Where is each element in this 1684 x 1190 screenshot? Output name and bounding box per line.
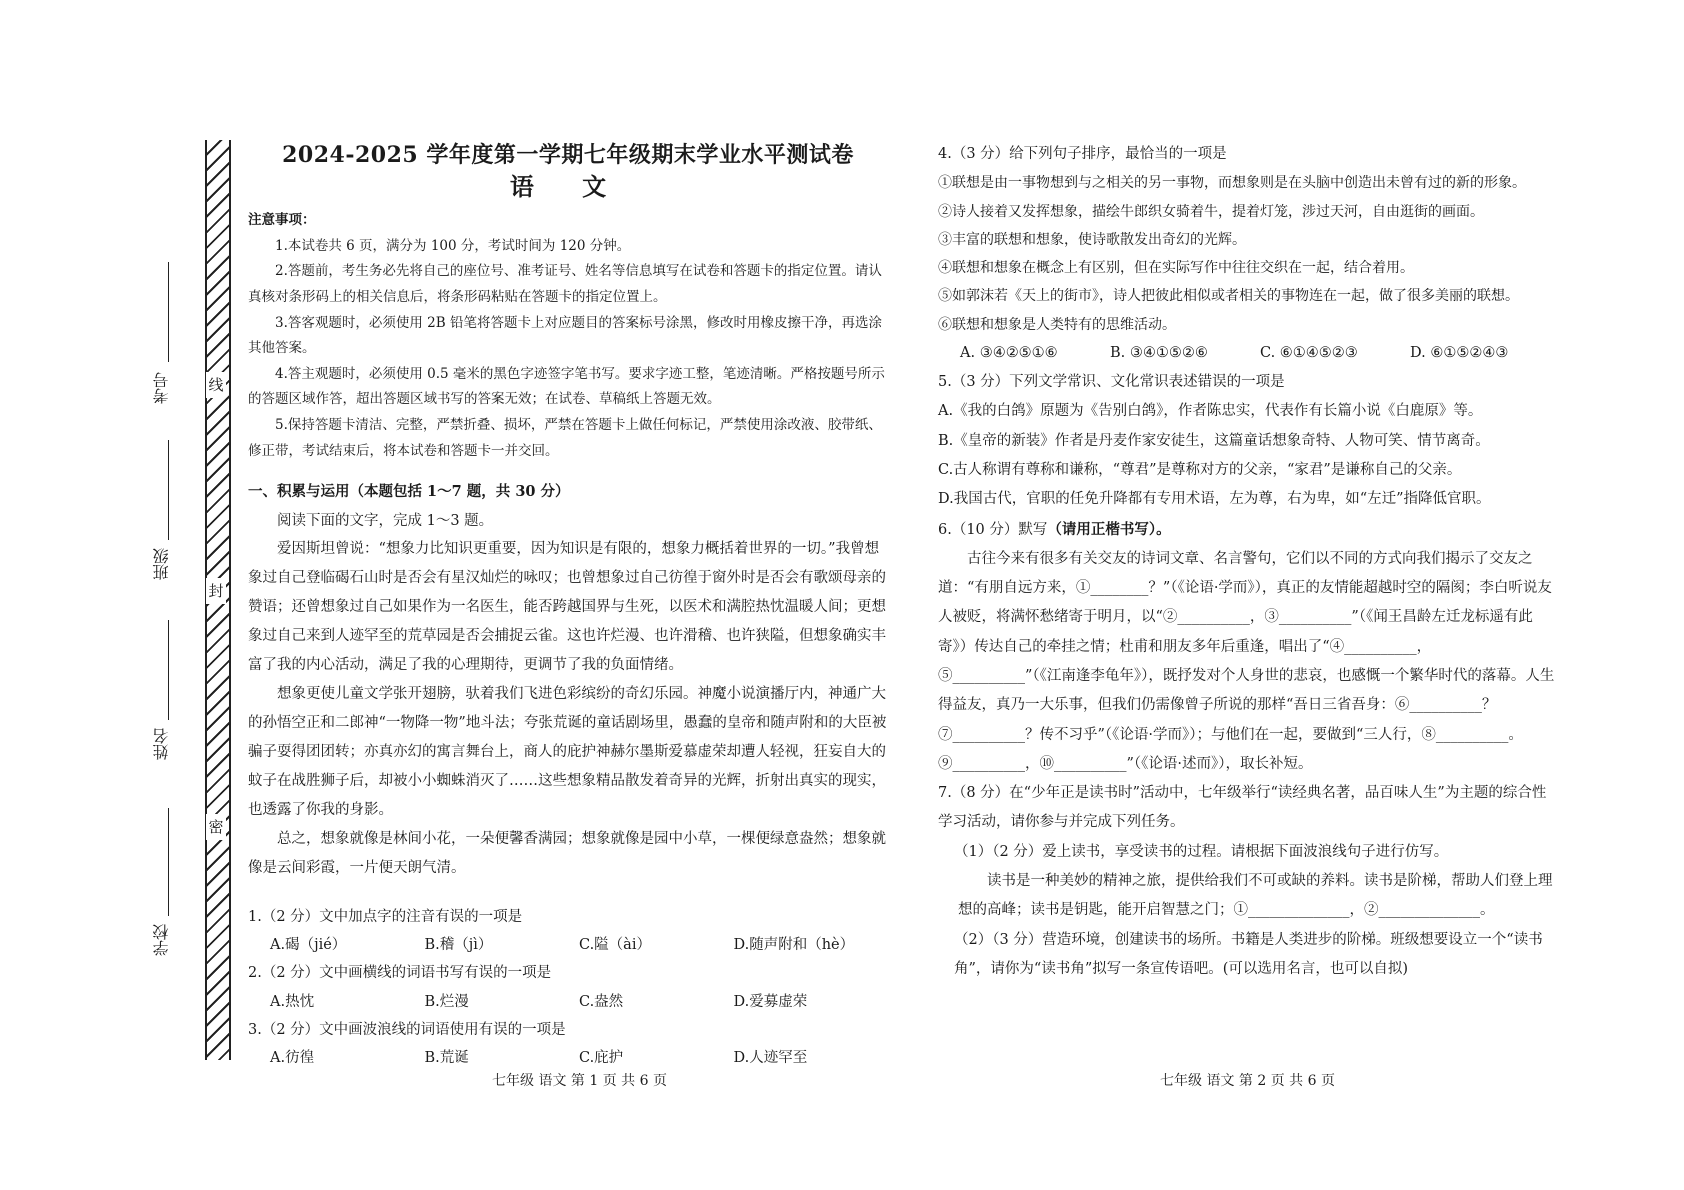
option[interactable]: D.爱募虚荣 (733, 993, 808, 1010)
option[interactable]: B.烂漫 (424, 993, 469, 1010)
question-6-stem (938, 515, 1560, 545)
passage-paragraph: 总之，想象就像是林间小花，一朵便馨香满园；想象就像是园中小草，一棵便绿意盎然；想象就像是云间彩霞，一片便天朗气清。 (248, 830, 886, 876)
option[interactable]: D. ⑥①⑤②④③ (1410, 344, 1509, 361)
notice-heading: 注意事项： (248, 212, 316, 228)
section-title: 一、积累与运用（本题包括 1～7 题，共 30 分） (248, 483, 570, 501)
subject-title: 语 文 (509, 172, 627, 201)
left-page-footer: 七年级 语文 第 1 页 共 6 页 (492, 1073, 667, 1089)
q6-text[interactable]: 古往今来有很多有关交友的诗词文章、名言警句，它们以不同的方式向我们揭示了交友之道：“有朋自远方来，①________？”（《论语·学而》），真正的友情能超越时空的隔阂；李白听说友人被贬，将满怀愁绪寄于明月，以“②__________，③__________”（《闻王昌龄左迁龙标遥有此寄》）传达自己的牵挂之情；杜甫和朋友多年后重逢，唱出了“④__________， (938, 550, 1552, 655)
field-name[interactable] (168, 620, 169, 720)
q7-sub2-stem: （2）（3 分）营造环境，创建读书的场所。书籍是人类进步的阶梯。班级想要设立一个“读书角”，请你为“读书角”拟写一条宣传语吧。(可以选用名言，也可以自拟) (954, 931, 1543, 977)
q4-sentence: ③丰富的联想和想象，使诗歌散发出奇幻的光辉。 (938, 231, 1246, 248)
label-class: 班级 (152, 548, 171, 580)
option[interactable]: A.《我的白鸽》原题为《告别白鸽》，作者陈忠实，代表作有长篇小说《白鹿原》等。 (938, 403, 1483, 420)
option[interactable]: C.盎然 (579, 993, 624, 1010)
option[interactable]: A.热忱 (270, 993, 315, 1010)
option[interactable]: A.彷徨 (270, 1050, 315, 1067)
option[interactable]: C.古人称谓有尊称和谦称，“尊君”是尊称对方的父亲，“家君”是谦称自己的父亲。 (938, 462, 1462, 478)
question-1-options (248, 931, 888, 959)
seal-mi: 密 (206, 814, 226, 840)
option[interactable]: B.《皇帝的新装》作者是丹麦作家安徒生，这篇童话想象奇特、人物可笑、情节离奇。 (938, 432, 1490, 449)
label-school: 学校 (152, 924, 171, 956)
passage-paragraph: 想象更使儿童文学张开翅膀，驮着我们飞进色彩缤纷的奇幻乐园。神魔小说演播厅内，神通广大的孙悟空正和二郎神“一物降一物”地斗法；夸张荒诞的童话剧场里，愚蠢的皇帝和随声附和的大臣被骗子耍得团团转；亦真亦幻的寓言舞台上，商人的庇护神赫尔墨斯爱慕虚荣却遭人轻视，狂妄自大的蚊子在战胜狮子后，却被小小蜘蛛消灭了……这些想象精品散发着奇异的光辉，折射出真实的现实，也透露了你我的身影。 (248, 685, 887, 818)
question-3-stem: 3.（2 分）文中画波浪线的词语使用有误的一项是 (248, 1022, 566, 1038)
field-class[interactable] (168, 440, 169, 540)
notice-item: 1.本试卷共 6 页，满分为 100 分，考试时间为 120 分钟。 (275, 237, 631, 254)
option[interactable]: B.荒诞 (424, 1050, 469, 1067)
question-2-options (248, 988, 888, 1016)
option[interactable]: D.随声附和（hè） (733, 937, 855, 954)
right-page-footer: 七年级 语文 第 2 页 共 6 页 (1160, 1073, 1335, 1089)
question-7-stem: 7.（8 分）在“少年正是读书时”活动中，七年级举行“读经典名著，品百味人生”为主题的综合性学习活动，请你参与并完成下列任务。 (938, 785, 1547, 831)
q7-sub1-text[interactable]: 读书是一种美妙的精神之旅，提供给我们不可或缺的养料。读书是阶梯，帮助人们登上理想的高峰；读书是钥匙，能开启智慧之门；①______________，②______________。 (958, 872, 1553, 919)
reading-intro: 阅读下面的文字，完成 1～3 题。 (277, 512, 494, 529)
q6-stem-text: 6.（10 分）默写 (938, 521, 1048, 538)
q4-sentence: ①联想是由一事物想到与之相关的另一事物，而想象则是在头脑中创造出未曾有过的新的形象。 (938, 175, 1526, 192)
seal-xian: 线 (206, 372, 226, 398)
option[interactable]: B.稽（jì） (424, 937, 493, 954)
q7-sub1-stem: （1）（2 分）爱上读书，享受读书的过程。请根据下面波浪线句子进行仿写。 (954, 843, 1449, 860)
label-name: 姓名 (152, 728, 171, 760)
option[interactable]: B. ③④①⑤②⑥ (1110, 344, 1208, 361)
q6-text[interactable]: ⑤__________”（《江南逢李龟年》），既抒发对个人身世的悲哀，也感慨一个繁华时代的落幕。人生得益友，真乃一大乐事，但我们仍需像曾子所说的那样“吾日三省吾身：⑥__________？⑦__________？传不习乎”（《论语·学而》）；与他们在一起，要做到“三人行，⑧__________。⑨__________，⑩__________”（《论语·述而》），取长补短。 (938, 667, 1555, 772)
field-school[interactable] (168, 808, 169, 916)
q4-sentence: ⑥联想和想象是人类特有的思维活动。 (938, 316, 1176, 333)
notice-item: 2.答题前，考生务必先将自己的座位号、准考证号、姓名等信息填写在试卷和答题卡的指定位置。请认真核对条形码上的相关信息后，将条形码粘贴在答题卡的指定位置上。 (248, 263, 882, 305)
option[interactable]: A. ③④②⑤①⑥ (960, 344, 1058, 361)
notice-item: 4.答主观题时，必须使用 0.5 毫米的黑色字迹签字笔书写。要求字迹工整，笔迹清晰。严格按题号所示的答题区域作答，超出答题区域书写的答案无效；在试卷、草稿纸上答题无效。 (248, 365, 885, 408)
option[interactable]: D.我国古代，官职的任免升降都有专用术语，左为尊，右为卑，如“左迁”指降低官职。 (938, 491, 1491, 508)
question-1-stem: 1.（2 分）文中加点字的注音有误的一项是 (248, 908, 523, 925)
field-exam-number[interactable] (168, 262, 169, 362)
left-page (248, 140, 888, 1073)
question-2-stem: 2.（2 分）文中画横线的词语书写有误的一项是 (248, 965, 552, 982)
notice-item: 5.保持答题卡清洁、完整，严禁折叠、损坏，严禁在答题卡上做任何标记，严禁使用涂改液、胶带纸、修正带，考试结束后，将本试卷和答题卡一并交回。 (248, 417, 882, 459)
q4-sentence: ④联想和想象在概念上有区别，但在实际写作中往往交织在一起，结合着用。 (938, 260, 1414, 277)
seal-feng: 封 (206, 578, 226, 604)
notice-item: 3.答客观题时，必须使用 2B 铅笔将答题卡上对应题目的答案标号涂黑，修改时用橡皮擦干净，再选涂其他答案。 (248, 314, 882, 357)
question-4-stem: 4.（3 分）给下列句子排序，最恰当的一项是 (938, 146, 1227, 162)
question-3-options (248, 1044, 888, 1072)
question-4-options (938, 339, 1560, 368)
q4-sentence: ⑤如郭沫若《天上的街市》，诗人把彼此相似或者相关的事物连在一起，做了很多美丽的联想。 (938, 288, 1519, 305)
option[interactable]: D.人迹罕至 (733, 1050, 808, 1067)
option[interactable]: C.庇护 (579, 1050, 624, 1067)
q6-stem-note: （请用正楷书写）。 (1047, 520, 1171, 538)
q4-sentence: ②诗人接着又发挥想象，描绘牛郎织女骑着牛，提着灯笼，涉过天河，自由逛街的画面。 (938, 203, 1484, 220)
passage-paragraph: 爱因斯坦曾说：“想象力比知识更重要，因为知识是有限的，想象力概括着世界的一切。”我曾想象过自己登临碣石山时是否会有星汉灿烂的咏叹；也曾想象过自己彷徨于窗外时是否会有歌颂母亲的赞语；还曾想象过自己如果作为一名医生，能否跨越国界与生死，以医术和满腔热忱温暖人间；更想象过自己来到人迹罕至的荒草园是否会捕捉云雀。这也许烂漫、也许滑稽、也许狭隘，但想象确实丰富了我的内心活动，满足了我的心理期待，更调节了我的负面情绪。 (248, 540, 886, 673)
option[interactable]: C.隘（ài） (579, 937, 651, 954)
label-exam-number: 考号 (152, 372, 171, 404)
exam-title: 2024-2025 学年度第一学期七年级期末学业水平测试卷 (282, 142, 854, 168)
right-page (938, 140, 1560, 984)
notice-block (248, 208, 888, 464)
option[interactable]: C. ⑥①④⑤②③ (1260, 344, 1358, 361)
option[interactable]: A.碣（jié） (270, 937, 347, 954)
question-5-stem: 5.（3 分）下列文学常识、文化常识表述错误的一项是 (938, 374, 1285, 391)
